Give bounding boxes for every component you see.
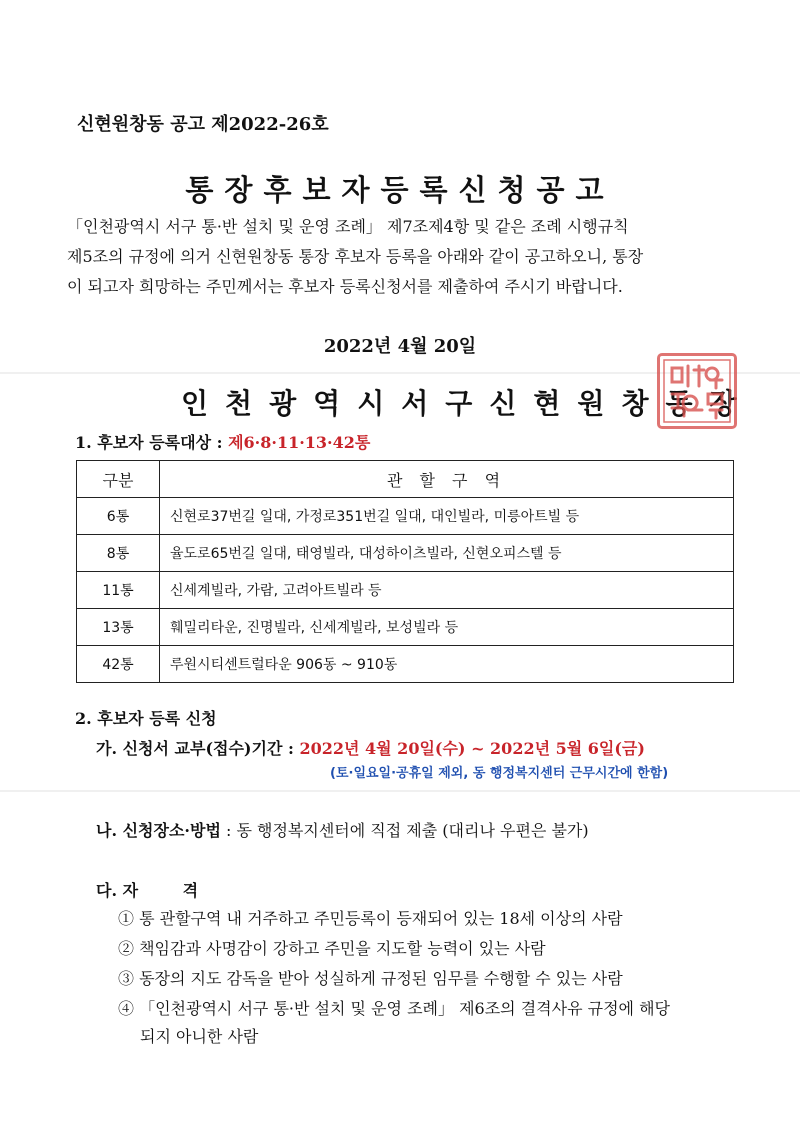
qualification-item: ③ 동장의 지도 감독을 받아 성실하게 규정된 임무를 수행할 수 있는 사람 (118, 969, 623, 988)
table-cell-no: 42통 (77, 646, 160, 683)
col-header-division: 구분 (77, 461, 160, 498)
table-cell-area: 훼밀리타운, 진명빌라, 신세계빌라, 보성빌라 등 (160, 609, 734, 646)
application-method-text: : 동 행정복지센터에 직접 제출 (대리나 우편은 불가) (226, 821, 589, 840)
section-2-heading: 2. 후보자 등록 신청 (75, 709, 217, 728)
table-cell-area: 신세계빌라, 가람, 고려아트빌라 등 (160, 572, 734, 609)
table-row (77, 609, 734, 646)
application-period-dates: 2022년 4월 20일(수) ~ 2022년 5월 6일(금) (299, 739, 645, 758)
document-title: 통장후보자등록신청공고 (185, 173, 615, 207)
application-period-note: (토·일요일·공휴일 제외, 동 행정복지센터 근무시간에 한함) (330, 766, 669, 781)
intro-paragraph (67, 212, 747, 302)
qualification-item: ① 통 관할구역 내 거주하고 주민등록이 등재되어 있는 18세 이상의 사람 (118, 909, 623, 928)
table-row (77, 535, 734, 572)
notice-number: 신현원창동 공고 제2022-26호 (77, 114, 329, 135)
qualifications-heading: 다. 자 격 (96, 881, 199, 900)
table-cell-no: 8통 (77, 535, 160, 572)
table-row (77, 572, 734, 609)
application-period (96, 736, 645, 759)
table-cell-area: 루원시티센트럴타운 906동 ~ 910동 (160, 646, 734, 683)
qualification-item: ④ 「인천광역시 서구 통·반 설치 및 운영 조례」 제6조의 결격사유 규정에 해당 (118, 999, 670, 1018)
districts-table (76, 460, 734, 683)
table-cell-no: 11통 (77, 572, 160, 609)
seal-graphic (660, 356, 734, 426)
qualification-item: ② 책임감과 사명감이 강하고 주민을 지도할 능력이 있는 사람 (118, 939, 546, 958)
official-seal (657, 353, 737, 429)
application-method (96, 818, 589, 841)
application-method-label: 나. 신청장소·방법 (96, 821, 221, 840)
intro-line: 「인천광역시 서구 통·반 설치 및 운영 조례」 제7조제4항 및 같은 조례 시행규칙 (67, 217, 629, 236)
section-1-heading (75, 430, 370, 453)
notice-date: 2022년 4월 20일 (323, 336, 477, 357)
intro-line: 이 되고자 희망하는 주민께서는 후보자 등록신청서를 제출하여 주시기 바랍니다. (67, 277, 623, 296)
table-cell-area: 신현로37번길 일대, 가정로351번길 일대, 대인빌라, 미릉아트빌 등 (160, 498, 734, 535)
col-header-area: 관 할 구 역 (160, 461, 734, 498)
table-cell-area: 율도로65번길 일대, 태영빌라, 대성하이츠빌라, 신현오피스텔 등 (160, 535, 734, 572)
scan-artifact-line (0, 790, 800, 792)
table-row (77, 646, 734, 683)
intro-line: 제5조의 규정에 의거 신현원창동 통장 후보자 등록을 아래와 같이 공고하오니, 통장 (67, 247, 644, 266)
application-period-label: 가. 신청서 교부(접수)기간 : (96, 739, 294, 758)
target-districts: 제6·8·11·13·42통 (228, 433, 371, 452)
issuer-name: 인천광역시서구신현원창동장 (181, 387, 754, 420)
table-header-row (77, 461, 734, 498)
table-row (77, 498, 734, 535)
table-cell-no: 6통 (77, 498, 160, 535)
qualification-item-continued: 되지 아니한 사람 (140, 1027, 259, 1046)
table-cell-no: 13통 (77, 609, 160, 646)
section-1-label: 1. 후보자 등록대상 : (75, 433, 223, 452)
